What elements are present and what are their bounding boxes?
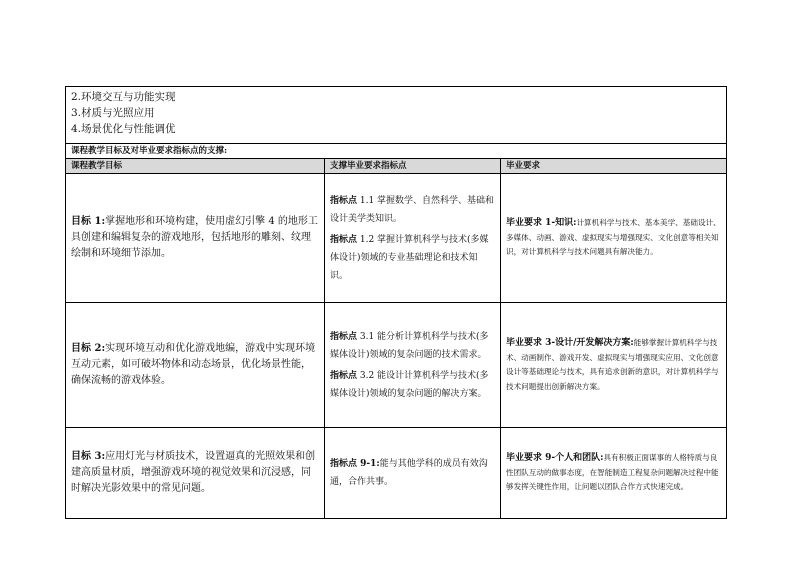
table-row: [66, 428, 727, 519]
goal-text: 应用灯光与材质技术，设置逼真的光照效果和创建高质量材质，增强游戏环境的视觉效果和沉浸感，同时解决光影效果中的常见问题。: [71, 451, 316, 494]
section-title: 课程教学目标及对毕业要求指标点的支撑:: [66, 144, 727, 159]
content-item: 4.场景优化与性能调优: [71, 123, 176, 135]
indicator-label: 指标点 9-1:: [330, 459, 380, 469]
indicator-text: 1.1 掌握数学、自然科学、基础和设计美学类知识。: [330, 195, 495, 224]
goal-label: 目标 1:: [71, 216, 106, 227]
indicator-cell: [325, 303, 501, 428]
content-list-cell: [66, 87, 727, 144]
goal-text: 实现环境互动和优化游戏地编，游戏中实现环境互动元素，如可破坏物体和动态场景，优化场景性能，确保流畅的游戏体验。: [71, 343, 316, 386]
indicator-item: [330, 192, 495, 228]
requirement-cell: [501, 428, 727, 519]
curriculum-table: [65, 86, 727, 519]
indicator-text: 3.2 能设计计算机科学与技术(多媒体设计)领域的复杂问题的解决方案。: [330, 370, 489, 399]
requirement-label: 毕业要求 1-知识:: [506, 218, 577, 229]
indicator-text: 能与其他学科的成员有效沟通，合作共事。: [330, 459, 488, 487]
requirement-text: 具有积极正面谋事的人格特质与良性团队互动的做事态度，在智能制造工程复杂问题解决过程中能够发挥关键性作用，让问题以团队合作方式快速完成。: [506, 453, 719, 492]
requirement-label: 毕业要求 9-个人和团队:: [506, 453, 604, 464]
table-row: [66, 174, 727, 303]
indicator-label: 指标点: [330, 234, 358, 245]
header-requirement: 毕业要求: [501, 159, 727, 174]
header-indicator: 支撑毕业要求指标点: [325, 159, 501, 174]
requirement-cell: [501, 174, 727, 303]
indicator-label: 指标点: [330, 331, 358, 342]
indicator-item: [330, 231, 495, 285]
goal-label: 目标 3:: [71, 451, 106, 462]
indicator-item: [330, 455, 495, 491]
content-item: 3.材质与光照应用: [71, 107, 155, 119]
requirement-cell: [501, 303, 727, 428]
indicator-cell: [325, 174, 501, 303]
requirement-label: 毕业要求 3-设计/开发解决方案:: [506, 338, 634, 348]
indicator-text: 3.1 能分析计算机科学与技术(多媒体设计)领域的复杂问题的技术需求。: [330, 331, 489, 360]
goal-label: 目标 2:: [71, 343, 106, 354]
table-row: [66, 303, 727, 428]
indicator-item: [330, 367, 495, 403]
indicator-label: 指标点: [330, 370, 358, 381]
goal-cell: [66, 303, 325, 428]
indicator-cell: [325, 428, 501, 519]
indicator-item: [330, 328, 495, 364]
header-goal: 课程教学目标: [66, 159, 325, 174]
indicator-text: 1.2 掌握计算机科学与技术(多媒体设计)领域的专业基础理论和技术知识。: [330, 234, 489, 281]
content-item: 2.环境交互与功能实现: [71, 91, 176, 103]
requirement-text: 计算机科学与技术、基本美学、基础设计、多媒体、动画、游戏、虚拟现实与增强现实、文化创意等相关知识，对计算机科学与技术问题具有解决能力。: [506, 218, 721, 257]
goal-cell: [66, 428, 325, 519]
goal-cell: [66, 174, 325, 303]
indicator-label: 指标点: [330, 195, 358, 206]
table-header-row: [66, 159, 727, 174]
goal-text: 掌握地形和环境构建，使用虚幻引擎 4 的地形工具创建和编辑复杂的游戏地形，包括地形的雕刻、纹理绘制和环境细节添加。: [71, 216, 318, 259]
requirement-text: 能够掌握计算机科学与技术、动画制作、游戏开发、虚拟现实与增强现实应用、文化创意设计等基础理论与技术，具有追求创新的意识，对计算机科学与技术问题提出创新解决方案。: [506, 338, 719, 391]
